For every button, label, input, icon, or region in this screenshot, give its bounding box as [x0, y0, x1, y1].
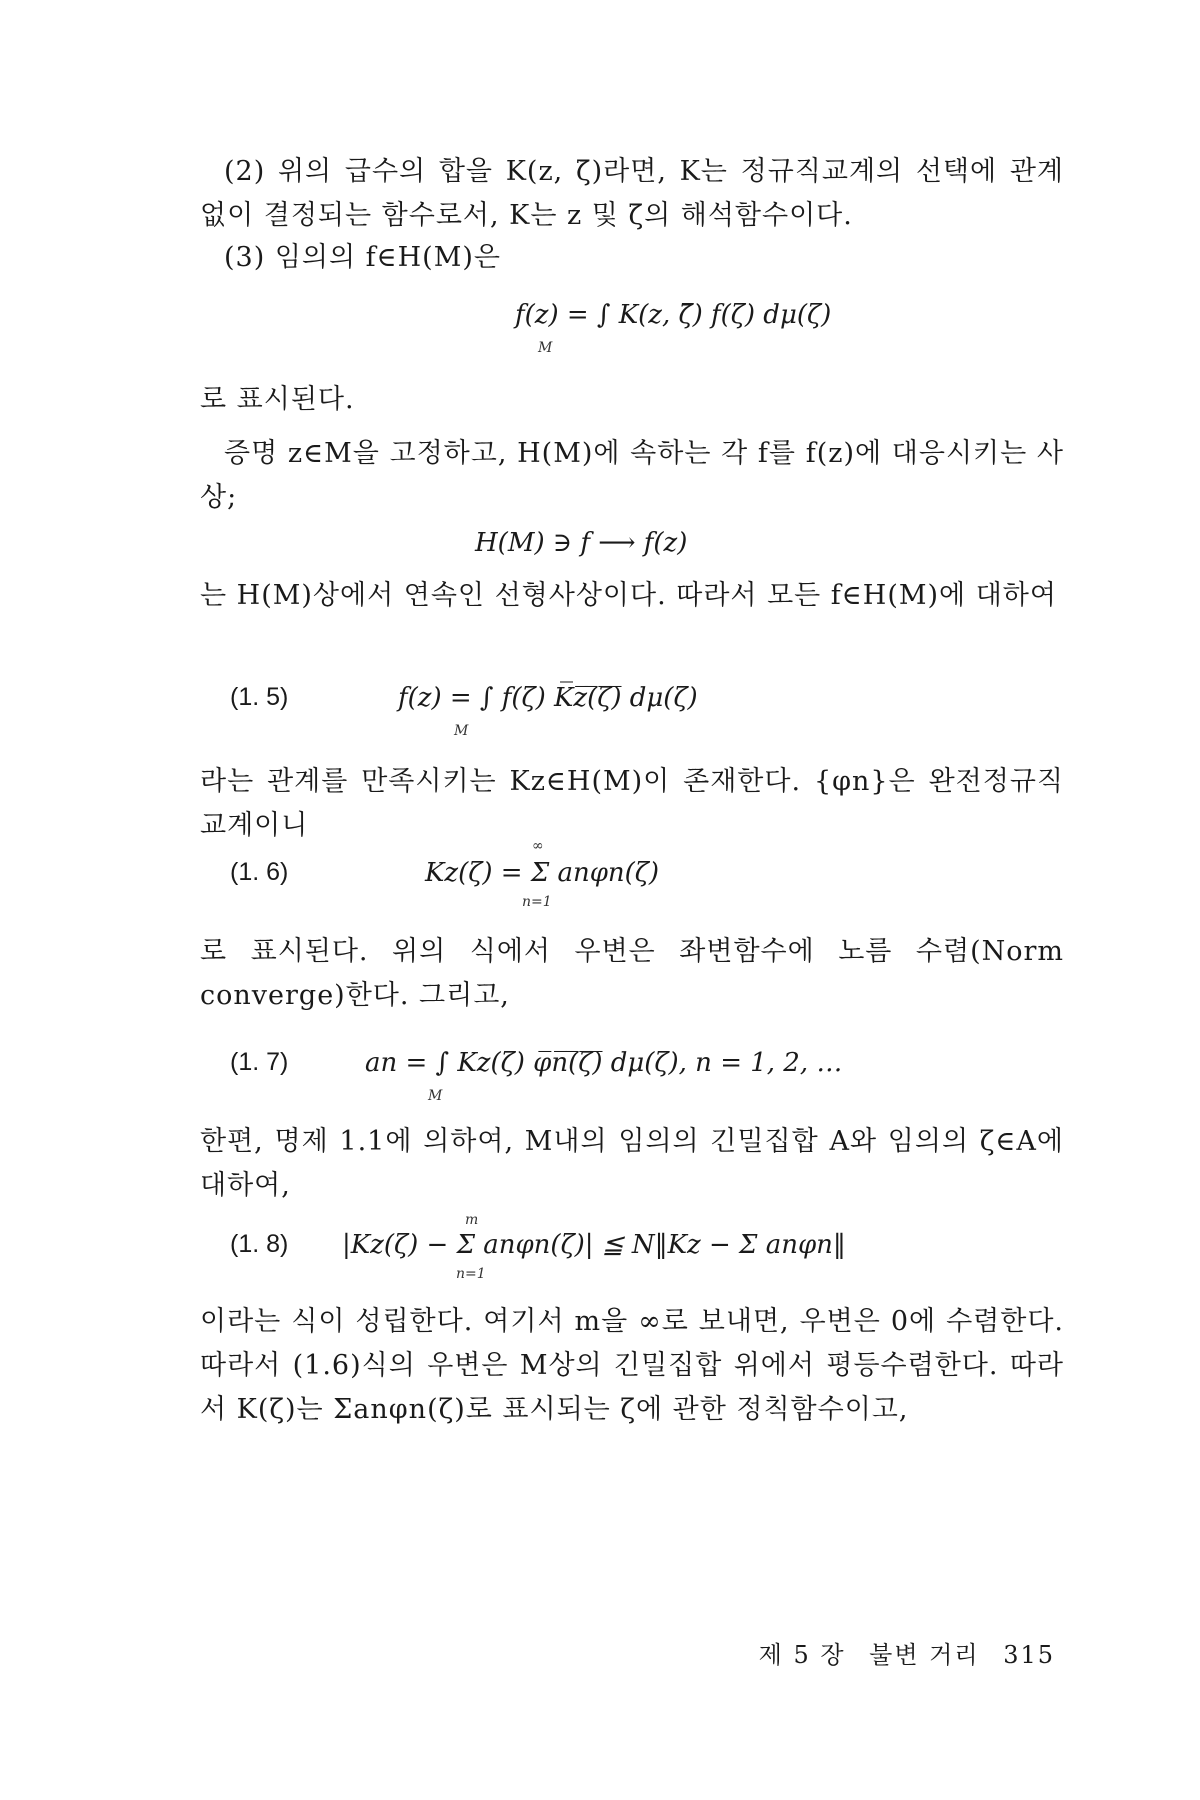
- page-number: 315: [1003, 1641, 1055, 1669]
- sum-lower-limit: n=1: [522, 894, 552, 910]
- equation-body: an = ∫ Kz(ζ) φ̅n̅(̅ζ̅)̅ dμ(ζ), n = 1, 2, …: [365, 1048, 843, 1078]
- equation-1-6: [200, 838, 1064, 910]
- equation-number: (1. 6): [230, 858, 289, 886]
- equation-body: Kz(ζ) = Σ anφn(ζ): [425, 858, 660, 888]
- paragraph-uniform-convergence: 이라는 식이 성립한다. 여기서 m을 ∞로 보내면, 우변은 0에 수렴한다. 따라서 (1.6)식의 우변은 M상의 긴밀집합 위에서 평등수렴한다. 따라서 K(ζ)는 Σanφn(ζ)로 표시되는 ζ에 관한 정칙함수이고,: [200, 1306, 1064, 1425]
- equation-evaluation-map: [200, 520, 1064, 580]
- integral-domain-label: M: [428, 1088, 443, 1104]
- equation-1-7: [200, 1040, 1064, 1104]
- paragraph-item-3: (3) 임의의 f∈H(M)은: [224, 242, 501, 273]
- integral-domain-label: M: [454, 723, 469, 739]
- sum-upper-limit: ∞: [532, 838, 544, 854]
- equation-number: (1. 5): [230, 683, 289, 711]
- paragraph-represented: 로 표시된다.: [200, 384, 355, 415]
- equation-number: (1. 8): [230, 1230, 289, 1258]
- paragraph-continuous-linear: 는 H(M)상에서 연속인 선형사상이다. 따라서 모든 f∈H(M)에 대하여: [200, 580, 1057, 611]
- proof-paragraph: 증명 z∈M을 고정하고, H(M)에 속하는 각 f를 f(z)에 대응시키는 사상;: [200, 438, 1064, 513]
- chapter-title: 불변 거리: [869, 1641, 980, 1669]
- equation-body: |Kz(ζ) − Σ anφn(ζ)| ≦ N‖Kz − Σ anφn‖: [342, 1230, 846, 1260]
- paragraph-item-2: (2) 위의 급수의 합을 K(z, ζ̄)라면, K는 정규직교계의 선택에 관계 없이 결정되는 함수로서, K는 z 및 ζ̄의 해석함수이다.: [200, 156, 1064, 231]
- paragraph-compact-set: 한편, 명제 1.1에 의하여, M내의 임의의 긴밀집합 A와 임의의 ζ∈A에 대하여,: [200, 1126, 1064, 1201]
- paragraph-exists-kz: 라는 관계를 만족시키는 Kz∈H(M)이 존재한다. {φn}은 완전정규직교계이니: [200, 766, 1064, 841]
- integral-domain-label: M: [538, 340, 553, 356]
- equation-1-5: [200, 675, 1064, 739]
- page-footer: [745, 1635, 1055, 1670]
- chapter-label: 제 5 장: [758, 1641, 846, 1669]
- equation-body: H(M) ∋ f ⟶ f(z): [475, 528, 688, 558]
- equation-1-8: [200, 1212, 1064, 1282]
- equation-body: f(z) = ∫ K(z, ζ̄) f(ζ) dμ(ζ): [515, 300, 832, 330]
- equation-number: (1. 7): [230, 1048, 289, 1076]
- sum-upper-limit: m: [465, 1212, 479, 1228]
- paragraph-norm-converge: 로 표시된다. 위의 식에서 우변은 좌변함수에 노름 수렴(Norm converge)한다. 그리고,: [200, 936, 1064, 1011]
- equation-body: f(z) = ∫ f(ζ) K̅z̅(̅ζ̅)̅ dμ(ζ): [398, 683, 698, 713]
- sum-lower-limit: n=1: [456, 1266, 486, 1282]
- equation-integral-representation: [200, 292, 1064, 356]
